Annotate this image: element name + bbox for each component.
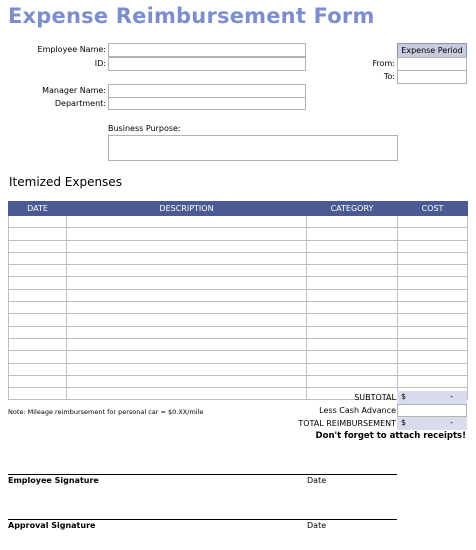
business-purpose-label: Business Purpose: [108,124,181,133]
category-cell[interactable] [307,289,398,301]
description-cell[interactable] [67,314,307,326]
expense-period-heading: Expense Period [397,43,467,58]
cost-cell[interactable] [398,338,468,350]
department-field[interactable] [108,97,306,110]
category-cell[interactable] [307,351,398,363]
date-cell[interactable] [9,216,67,228]
date-cell[interactable] [9,265,67,277]
period-from-label: From: [372,59,395,68]
cost-cell[interactable] [398,302,468,314]
table-row [9,216,468,228]
description-cell[interactable] [67,216,307,228]
table-row [9,363,468,375]
employee-signature-line [8,474,397,475]
date-cell[interactable] [9,363,67,375]
table-header-row [9,202,468,216]
date-cell[interactable] [9,277,67,289]
subtotal-currency: $ [401,392,407,401]
mileage-note: Note: Mileage reimbursement for personal car = $0.XX/mile [8,408,204,416]
table-row [9,289,468,301]
date-cell[interactable] [9,314,67,326]
cost-cell[interactable] [398,326,468,338]
description-cell[interactable] [67,289,307,301]
cost-cell[interactable] [398,375,468,387]
category-cell[interactable] [307,326,398,338]
table-row [9,302,468,314]
category-cell[interactable] [307,302,398,314]
table-row [9,326,468,338]
table-row [9,277,468,289]
department-label: Department: [54,99,106,108]
total-reimbursement-cell [397,417,467,430]
subtotal-value: - [450,392,453,401]
employee-name-label: Employee Name: [37,45,106,54]
employee-id-field[interactable] [108,57,306,71]
period-from-field[interactable] [397,57,467,71]
category-cell[interactable] [307,252,398,264]
employee-signature-label: Employee Signature [8,476,99,485]
category-cell[interactable] [307,240,398,252]
date-cell[interactable] [9,302,67,314]
date-cell[interactable] [9,338,67,350]
table-row [9,351,468,363]
category-cell[interactable] [307,277,398,289]
cost-cell[interactable] [398,314,468,326]
cost-cell[interactable] [398,265,468,277]
cost-cell[interactable] [398,277,468,289]
cash-advance-label: Less Cash Advance [319,406,396,415]
manager-name-field[interactable] [108,84,306,98]
employee-id-label: ID: [94,59,106,68]
itemized-expenses-heading: Itemized Expenses [9,175,122,189]
approval-signature-label: Approval Signature [8,521,96,530]
subtotal-cell [397,391,467,404]
description-cell[interactable] [67,302,307,314]
total-reimbursement-label: TOTAL REIMBURSEMENT [298,419,396,428]
column-header-date: DATE [9,202,67,216]
cost-cell[interactable] [398,252,468,264]
cost-cell[interactable] [398,228,468,240]
category-cell[interactable] [307,265,398,277]
table-row [9,314,468,326]
category-cell[interactable] [307,216,398,228]
itemized-expenses-table [8,201,468,400]
description-cell[interactable] [67,228,307,240]
total-currency: $ [401,418,407,427]
description-cell[interactable] [67,265,307,277]
total-value: - [450,418,453,427]
employee-name-field[interactable] [108,43,306,57]
cost-cell[interactable] [398,351,468,363]
column-header-cost: COST [398,202,468,216]
receipts-reminder: Don't forget to attach receipts! [315,431,466,441]
form-title: Expense Reimbursement Form [8,4,375,28]
table-row [9,228,468,240]
category-cell[interactable] [307,375,398,387]
description-cell[interactable] [67,388,307,400]
cost-cell[interactable] [398,363,468,375]
description-cell[interactable] [67,351,307,363]
cost-cell[interactable] [398,289,468,301]
date-cell[interactable] [9,326,67,338]
period-to-label: To: [383,72,395,81]
date-cell[interactable] [9,252,67,264]
date-cell[interactable] [9,289,67,301]
approval-signature-date-label: Date [307,521,327,530]
table-row [9,265,468,277]
description-cell[interactable] [67,240,307,252]
table-row [9,375,468,387]
description-cell[interactable] [67,375,307,387]
column-header-category: CATEGORY [307,202,398,216]
date-cell[interactable] [9,240,67,252]
description-cell[interactable] [67,277,307,289]
description-cell[interactable] [67,363,307,375]
category-cell[interactable] [307,338,398,350]
date-cell[interactable] [9,375,67,387]
employee-signature-date-label: Date [307,476,327,485]
column-header-description: DESCRIPTION [67,202,307,216]
table-row [9,338,468,350]
date-cell[interactable] [9,228,67,240]
approval-signature-line [8,519,397,520]
business-purpose-field[interactable] [108,135,398,161]
table-row [9,252,468,264]
description-cell[interactable] [67,338,307,350]
description-cell[interactable] [67,252,307,264]
table-row [9,240,468,252]
cash-advance-field[interactable] [397,404,467,417]
category-cell[interactable] [307,228,398,240]
category-cell[interactable] [307,363,398,375]
cost-cell[interactable] [398,240,468,252]
date-cell[interactable] [9,388,67,400]
category-cell[interactable] [307,314,398,326]
manager-name-label: Manager Name: [42,86,106,95]
cost-cell[interactable] [398,216,468,228]
date-cell[interactable] [9,351,67,363]
period-to-field[interactable] [397,70,467,84]
subtotal-label: SUBTOTAL [354,393,396,402]
description-cell[interactable] [67,326,307,338]
